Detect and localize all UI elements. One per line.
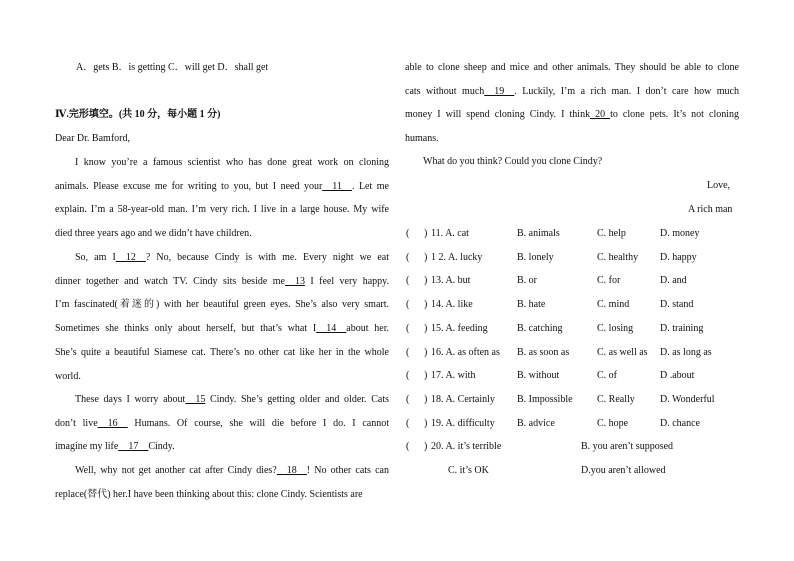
answer-paren-open: ( [406,251,410,263]
text-line [55,371,81,383]
option-c: C. help [597,228,626,239]
closing: Love, [707,180,731,191]
text-segment: Humans. Of course, she will die before I do. I cannot [127,417,389,429]
text-line [55,181,389,193]
text-segment: She’s quite a beautiful Siamese cat. There’s no other cat like her in the whole [55,346,389,358]
text-line [55,323,389,335]
signature: A rich man [688,204,733,215]
option-d: D.you aren’t allowed [581,465,666,476]
option-d: D. training [660,322,704,334]
text-line [55,441,175,453]
option-b: B. Impossible [517,393,573,405]
text-segment: I feel very happy. [304,275,390,287]
text-line [405,133,439,145]
option-c: C. of [597,370,617,382]
text-segment: to clone pets. It’s not cloning [610,109,739,121]
option-d: D. as long as [660,346,712,358]
text-line [405,86,739,98]
option-a: 20. A. it’s terrible [431,441,502,453]
option-d: D. stand [660,299,694,311]
option-a: 13. A. but [431,275,471,287]
answer-paren-open: ( [406,322,410,334]
text-segment: I’m fascinated(着迷的) with her beautiful green eyes. She’s also very smart. [55,299,389,311]
option-a: 16. A. as often as [431,346,500,358]
answer-paren-open: ( [406,417,410,429]
option-c: C. as well as [597,346,648,358]
text-line [75,465,389,477]
text-line [55,228,252,240]
answer-paren-close: ) [424,299,428,311]
text-segment: ? No, because Cindy is with me. Every night we eat [145,252,389,263]
answer-paren-open: ( [406,299,410,311]
option-d: D. Wonderful [660,393,715,405]
option-c: C. healthy [597,251,639,263]
option-a: 14. A. like [431,299,473,311]
answer-blank: __16__ [97,417,128,429]
answer-paren-close: ) [424,370,428,382]
option-d: D. happy [660,251,697,263]
option-b: B. catching [517,322,563,334]
text-segment: about her. [346,323,389,335]
text-segment: Cindy. She’s getting older and older. Cats [205,394,389,405]
text-segment: imagine my life [55,441,119,453]
option-a: 15. A. feeding [431,322,488,334]
text-segment: explain. I’m a 58-year-old man. I’m very rich. I live in a large house. My wife [55,204,389,216]
answer-paren-close: ) [424,346,428,358]
answer-paren-close: ) [424,441,428,453]
previous-question-options: A．gets B．is getting C．will get D．shall get [76,62,269,73]
text-segment: ! No other cats can [306,465,389,476]
text-line [55,347,389,359]
answer-paren-close: ) [424,393,428,405]
option-b: B. hate [517,299,546,311]
option-d: D. money [660,228,700,239]
text-segment: don’t live [55,417,98,429]
answer-paren-close: ) [424,275,428,287]
answer-blank: __11__ [322,180,352,192]
answer-paren-open: ( [406,441,410,453]
answer-paren-close: ) [424,251,428,263]
answer-blank: __12__ [115,252,146,263]
answer-paren-open: ( [406,370,410,382]
option-a: 17. A. with [431,370,476,382]
paragraph-5: What do you think? Could you clone Cindy? [423,156,603,167]
option-b: B. or [517,275,537,287]
text-segment: I know you’re a famous scientist who has done great work on cloning [75,157,389,168]
answer-blank: _20_ [590,109,611,121]
answer-paren-open: ( [406,275,410,287]
answer-paren-open: ( [406,346,410,358]
answer-paren-close: ) [424,417,428,429]
text-segment: humans. [405,133,439,145]
text-line [55,204,389,216]
text-line [75,252,389,264]
option-b: B. animals [517,228,560,239]
text-segment: able to clone sheep and mice and other animals. They should be able to clone [405,62,739,73]
text-segment: replace(替代) her.I have been thinking about this: clone Cindy. Scientists are [55,488,363,500]
option-c: C. mind [597,299,630,311]
answer-blank: __14__ [316,323,347,335]
option-d: D. and [660,275,687,287]
text-line [55,418,389,430]
option-c: C. it’s OK [448,465,489,476]
answer-blank: __13 [284,275,305,287]
option-a: 18. A. Certainly [431,393,495,405]
option-a: 19. A. difficulty [431,417,495,429]
text-line [55,489,363,501]
text-segment: cats without much [405,85,485,97]
answer-paren-open: ( [406,228,410,239]
option-c: C. for [597,275,621,287]
text-line [405,109,739,121]
salutation: Dear Dr. Bamford, [55,133,130,144]
text-segment: animals. Please excuse me for writing to you, but I need your [55,180,323,192]
text-segment: Well, why not get another cat after Cindy dies? [75,465,277,476]
answer-blank: __19__ [484,85,515,97]
option-d: D .about [660,370,695,382]
option-d: D. chance [660,417,700,429]
option-b: B. lonely [517,251,554,263]
option-b: B. you aren’t supposed [581,441,674,453]
option-c: C. hope [597,417,629,429]
text-segment: So, am I [75,252,116,263]
text-line [75,157,389,169]
option-b: B. without [517,370,560,382]
answer-paren-open: ( [406,393,410,405]
text-line [75,394,389,406]
answer-blank: __15 [185,394,206,405]
text-segment: These days I worry about [75,394,186,405]
answer-paren-close: ) [424,322,428,334]
option-c: C. Really [597,393,635,405]
answer-blank: __18__ [276,465,307,476]
text-segment: Sometimes she thinks only about herself, but that’s what I [55,323,317,335]
text-segment: Cindy. [148,441,175,453]
option-b: B. advice [517,417,555,429]
answer-paren-close: ) [424,228,428,239]
option-c: C. losing [597,322,634,334]
text-segment: money I will spend cloning Cindy. I think [405,109,591,121]
text-segment: . Luckily, I’m a rich man. I don’t care how much [514,85,739,97]
option-a: 11. A. cat [431,228,469,239]
text-segment: . Let me [351,180,389,192]
text-line [55,276,389,288]
text-line [405,62,739,74]
text-line [55,299,389,311]
text-segment: died three years ago and we didn’t have children. [55,228,252,240]
text-segment: world. [55,370,81,382]
answer-blank: __17__ [118,441,149,453]
option-b: B. as soon as [517,346,570,358]
section-title: Ⅳ.完形填空。(共 10 分，每小题 1 分) [55,109,221,120]
option-a: 1 2. A. lucky [431,251,483,263]
text-segment: dinner together and watch TV. Cindy sits beside me [55,275,285,287]
